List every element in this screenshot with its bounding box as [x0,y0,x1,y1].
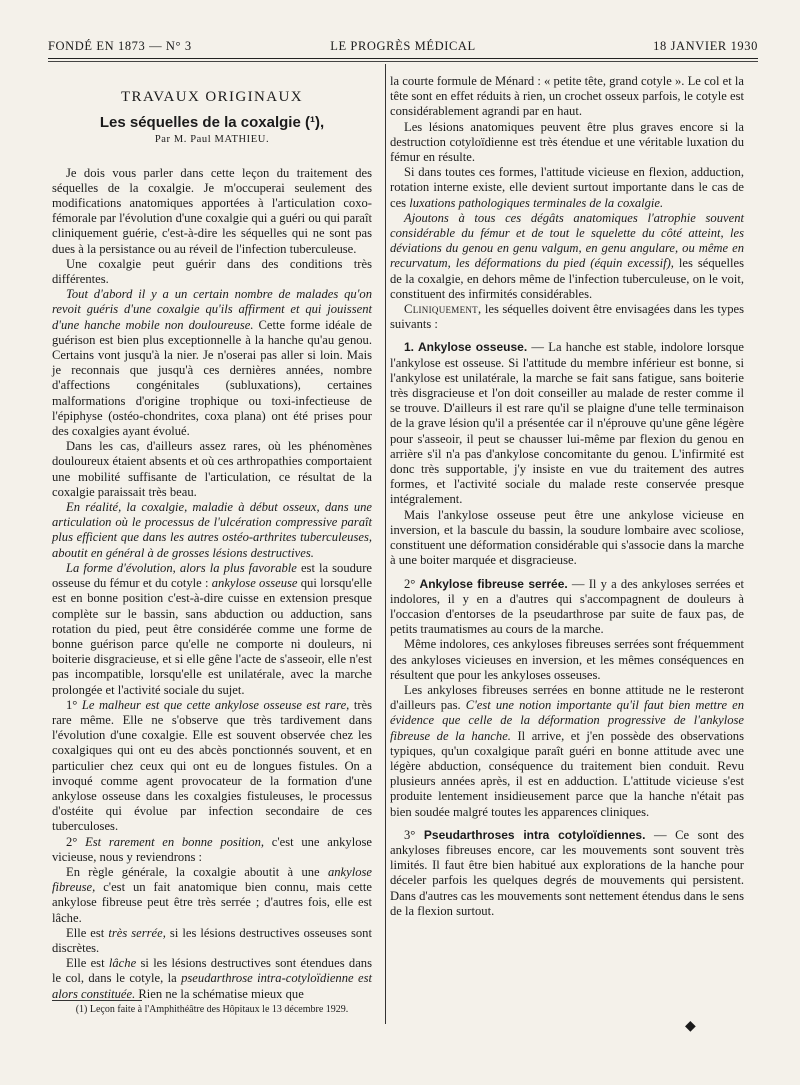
subheading: 1. Ankylose osseuse. [404,340,528,355]
paragraph [390,683,744,820]
item-number: 2° [66,834,78,849]
italic-text: luxations pathologiques terminales de la coxalgie. [409,195,664,210]
italic-text: Est rarement en bonne position, [85,834,265,849]
paragraph [390,211,744,302]
section-title: TRAVAUX ORIGINAUX [120,89,303,105]
paragraph [390,340,744,507]
text: si les lésions destructives osseuses sont discrètes. [52,925,372,955]
paragraph [52,926,372,956]
italic-text: Le malheur est que cette ankylose osseuse est rare, [81,697,350,712]
paragraph: Une coxalgie peut guérir dans des conditions très différentes. [52,256,372,287]
subheading: Ankylose fibreuse serrée. [419,576,568,591]
italic-text: lâche [108,956,137,971]
text: si les lésions destructives sont étendues dans le col, dans le cotyle, la [52,956,372,986]
text: — Ce sont des ankyloses fibreuses encore, car les mouvements sont souvent très limités. Il faut être bien habitué aux explorations de la hanche pour déceler parfois les quelques degrés de mouvements qui persistent. Dans d'autres cas les mouvements sont nettement étendus dans le sens de la flexion surtout. [390,827,744,918]
paragraph: Les lésions anatomiques peuvent être plus graves encore si la destruction cotyloïdienne est très étendue et une véritable luxation du fémur en résulte. [390,119,744,165]
paragraph: la courte formule de Ménard : « petite tête, grand cotyle ». Le col et la tête sont en effet réduits à rien, un crochet osseux parfois, le cotyle est considérablement agrandi par en haut. [390,74,744,119]
small-caps-text: Cliniquement, [404,302,482,317]
left-column [52,72,372,1002]
paragraph [52,287,372,439]
footnote: (1) Leçon faite à l'Amphithéâtre des Hôpitaux le 13 décembre 1929. [75,1004,349,1015]
subheading: Pseudarthroses intra cotyloïdiennes. [423,827,646,842]
text: En règle générale, la coxalgie aboutit à une [66,864,328,879]
paragraph: Même indolores, ces ankyloses fibreuses serrées sont fréquemment des ankyloses vicieuses en inversion, et les mêmes conséquences en résultent que pour les ankyloses osseuses. [390,637,744,682]
footnote-rule [52,1000,142,1001]
item-number: 1° [66,697,78,712]
text: Il arrive, et j'en possède des observations typiques, qu'un coxalgique paraît guéri en bonne attitude avec une légère abduction, conséquence du traitement bien conduit. Revu plusieurs années après, il est en adduction. L'attitude vicieuse s'est produite lentement insidieusement parce que la hanche n'était pas bien soudée malgré toutes les apparences cliniques. [390,728,744,819]
header-date: 18 JANVIER 1930 [653,38,758,53]
text: Rien ne la schématise mieux que [135,986,304,1001]
italic-text: pseudarthrose intra-cotyloïdienne est alors constituée. [52,971,372,1001]
text: — Il y a des ankyloses serrées et indolores, il y en a d'autres qui s'accompagnent de douleurs à l'occasion d'entorses de la pseudarthrose par suite de faux pas, de petits traumatismes au cours de la marche. [390,576,744,637]
italic-text: Tout d'abord il y a un certain nombre de malades qu'on revoit guéris d'une coxalgie qu'ils affirment et qui jouissent d'une hanche mobile non douloureuse. [52,287,372,332]
item-number: 3° [404,827,416,842]
paragraph: Je dois vous parler dans cette leçon du traitement des séquelles de la coxalgie. Je m'occuperai seulement des modifications anatomiques apportées à l'articulation coxo-fémorale par l'évolution d'une coxalgie qui a guéri ou qui paraît cliniquement guérie, c'est-à-dire les séquelles qui ne sont pas dues à la persistance ou au réveil de l'infection tuberculeuse. [52,165,372,256]
italic-text: Ajoutons à tous ces dégâts anatomiques l'atrophie souvent considérable du fémur et de tout le squelette du côté atteint, les déviations du genou en genu valgum, en genu angulare, ou même en recurvatum, les déformations du pied (équin excessif), [390,210,744,271]
text: les séquelles de la coxalgie, en dehors même de l'infection tuberculeuse, on le voit, constituent des infirmités considérables. [390,256,744,301]
text: Elle est [66,925,109,940]
text: Si dans toutes ces formes, l'attitude vicieuse en flexion, adduction, rotation interne existe, elle devient surtout importante dans le cas de ces [390,165,744,210]
header-founded-issue: FONDÉ EN 1873 — N° 3 [48,38,192,53]
paragraph [390,577,744,638]
column-divider [385,64,386,1024]
header-rule [48,58,758,59]
text: les séquelles doivent être envisagées dans les types suivants : [390,302,744,332]
text: c'est une ankylose vicieuse, nous y reviendrons : [52,834,372,864]
paragraph [52,956,372,1002]
text: est la soudure osseuse du fémur et du cotyle : [52,560,372,591]
italic-text: La forme d'évolution, alors la plus favorable [66,560,297,575]
text: c'est un fait anatomique bien connu, mais cette ankylose fibreuse peut être très serrée ; d'autres fois, elle est lâche. [52,880,372,925]
end-ornament: ◆ [685,1019,696,1034]
italic-text: C'est une notion importante qu'il faut bien mettre en évidence que celle de la déformation progressive de l'ankylose fibreuse de la hanche. [390,698,744,743]
article-title: Les séquelles de la coxalgie (¹), [99,114,325,132]
item-number: 2° [404,576,416,591]
italic-text: ankylose osseuse [211,576,298,591]
text: Cette forme idéale de guérison est bien plus exceptionnelle à la hanche qu'au genou. Certains vont jusqu'à la nier. Je n'oserai pas aller si loin. Mais je reconnais que jusqu'à ces dernières années, nombre d'affections congénitales (subluxations), certaines malformations d'origine trophique ou toxi-infectieuse de l'épiphyse (ostéo-chondrites, coxa plana) ont été prises pour des coxalgies ayant évolué. [52,317,372,439]
header-journal-title: LE PROGRÈS MÉDICAL [330,38,476,53]
paragraph [52,698,372,835]
text: Elle est [66,956,109,971]
paragraph [390,828,744,919]
running-header [48,36,758,56]
text: qui lorsqu'elle est en bonne position c'est-à-dire cuisse en extension presque complète sur le bassin, sans abduction ou adduction, sans rotation du pied, peut être considérée comme une forme de bonne guérison parce qu'elle ne comporte ni douleurs, ni boiterie disgracieuse, et si elle gêne l'acte de s'asseoir, elle n'est pas incompatible, lorsqu'elle est unilatérale, avec la marche prolongée et l'activité sociale du sujet. [52,576,373,697]
text: — La hanche est stable, indolore lorsque l'ankylose est osseuse. Si l'attitude du membre inférieur est bonne, si l'ankylose est unilatérale, la marche se fait sans fatigue, sans boiterie très disgracieuse et l'on doit conseiller au malade de rester comme il se trouve. D'ailleurs il est rare qu'il se plaigne d'une telle terminaison de la grave lésion qu'il a présentée car il n'éprouve qu'une gêne légère pour s'asseoir, il peut se chausser lui-même par flexion du genou en arrière s'il n'a pas d'ankylose concomitante du genou. L'infirmité est donc très supportable, j'y insiste en vue du traitement des autres formes, et l'activité sociale du malade reste conservée presque intégralement. [390,340,744,507]
paragraph [52,500,372,561]
text: très rare même. Elle ne s'observe que très tardivement dans l'évolution d'une coxalgie. Elle est souvent observée chez les coxalgiques qui ont eu des abcès ponctionnés souvent, et en particulier chez ceux qui ont eu de longues fistules. On a invoqué comme agent provocateur de la formation d'une ankylose osseuse dans les coxalgies fistuleuses, le processus d'ostéite qui évolue par infection secondaire de ces tuberculoses. [52,697,373,834]
paragraph [52,835,372,865]
paragraph: Mais l'ankylose osseuse peut être une ankylose vicieuse en inversion, et la bascule du bassin, la soudure lombaire avec scoliose, constituent une déformation considérable qui s'associe dans la marche à une boiter marquée et disgracieuse. [390,507,744,568]
italic-text: très serrée, [108,925,166,940]
text: Les ankyloses fibreuses serrées en bonne attitude ne le resteront d'ailleurs pas. [390,682,744,713]
italic-text: ankylose fibreuse, [52,864,372,895]
right-column [390,74,744,919]
article-byline: Par M. Paul MATHIEU. [154,134,270,146]
paragraph: Dans les cas, d'ailleurs assez rares, où les phénomènes douloureux étaient absents et où ces arthropathies comportaient une mobilité suffisante de l'articulation, ce résultat de la coxalgie paraissait très beau. [52,439,372,499]
italic-text: En réalité, la coxalgie, maladie à début osseux, dans une articulation où le processus de l'ulcération compressive paraît plus efficient que dans les autres ostéo-arthrites tuberculeuses, aboutit en général à de grosses lésions destructives. [52,500,372,560]
paragraph [52,865,372,926]
header-rule-thin [48,61,758,62]
paragraph [390,165,744,211]
paragraph [52,561,372,698]
paragraph [390,302,744,332]
